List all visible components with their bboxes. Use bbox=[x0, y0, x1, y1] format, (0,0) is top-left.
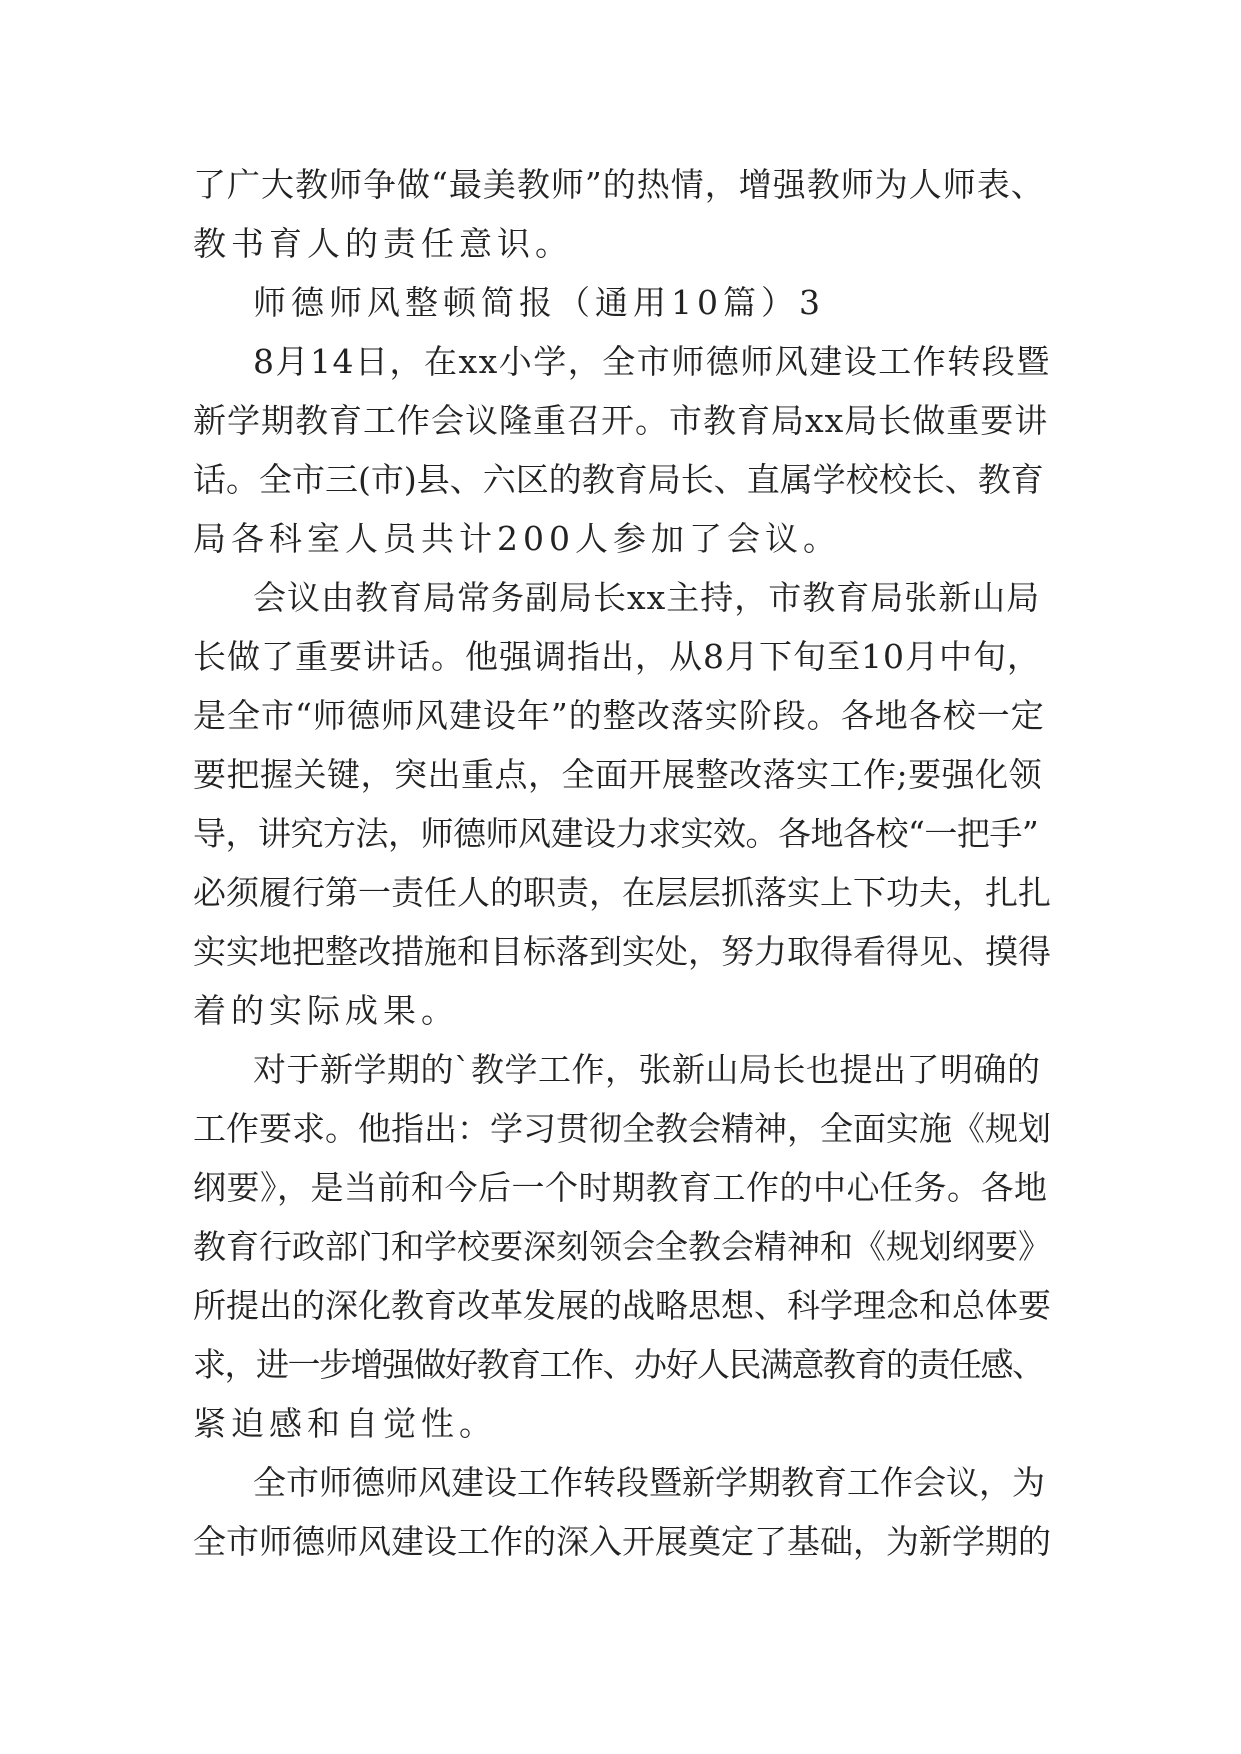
text-line: 长做了重要讲话。他强调指出，从8月下旬至10月中旬， bbox=[193, 637, 1041, 676]
text-line: 局各科室人员共计200人参加了会议。 bbox=[193, 519, 841, 558]
text-line: 是全市“师德师风建设年”的整改落实阶段。各地各校一定 bbox=[193, 696, 1045, 735]
section-heading: 师德师风整顿简报（通用10篇）3 bbox=[253, 283, 825, 322]
text-line: 必须履行第一责任人的职责，在层层抓落实上下功夫，扎扎 bbox=[193, 873, 1051, 912]
text-line: 实实地把整改措施和目标落到实处，努力取得看得见、摸得 bbox=[193, 932, 1051, 971]
text-line: 教育行政部门和学校要深刻领会全教会精神和《规划纲要》 bbox=[193, 1227, 1051, 1266]
text-line: 导，讲究方法，师德师风建设力求实效。各地各校“一把手” bbox=[193, 814, 1039, 853]
text-line: 了广大教师争做“最美教师”的热情，增强教师为人师表、 bbox=[193, 165, 1045, 204]
text-line: 全市师德师风建设工作的深入开展奠定了基础，为新学期的 bbox=[193, 1522, 1051, 1561]
text-line: 着的实际成果。 bbox=[193, 991, 459, 1030]
text-line: 求，进一步增强做好教育工作、办好人民满意教育的责任感、 bbox=[193, 1345, 1044, 1384]
text-line: 教书育人的责任意识。 bbox=[193, 224, 573, 263]
text-line: 新学期教育工作会议隆重召开。市教育局xx局长做重要讲 bbox=[193, 401, 1049, 440]
text-line: 话。全市三(市)县、六区的教育局长、直属学校校长、教育 bbox=[193, 460, 1044, 499]
text-line: 工作要求。他指出：学习贯彻全教会精神，全面实施《规划 bbox=[193, 1109, 1051, 1148]
text-line: 要把握关键，突出重点，全面开展整改落实工作;要强化领 bbox=[193, 755, 1043, 794]
text-line: 全市师德师风建设工作转段暨新学期教育工作会议，为 bbox=[253, 1463, 1045, 1502]
text-line: 所提出的深化教育改革发展的战略思想、科学理念和总体要 bbox=[193, 1286, 1051, 1325]
text-line: 纲要》，是当前和今后一个时期教育工作的中心任务。各地 bbox=[193, 1168, 1048, 1207]
text-line: 紧迫感和自觉性。 bbox=[193, 1404, 497, 1443]
text-line: 会议由教育局常务副局长xx主持，市教育局张新山局 bbox=[253, 578, 1041, 617]
text-line: 8月14日，在xx小学，全市师德师风建设工作转段暨 bbox=[253, 342, 1051, 381]
text-line: 对于新学期的`教学工作，张新山局长也提出了明确的 bbox=[253, 1050, 1041, 1089]
document-body bbox=[193, 155, 1051, 1571]
